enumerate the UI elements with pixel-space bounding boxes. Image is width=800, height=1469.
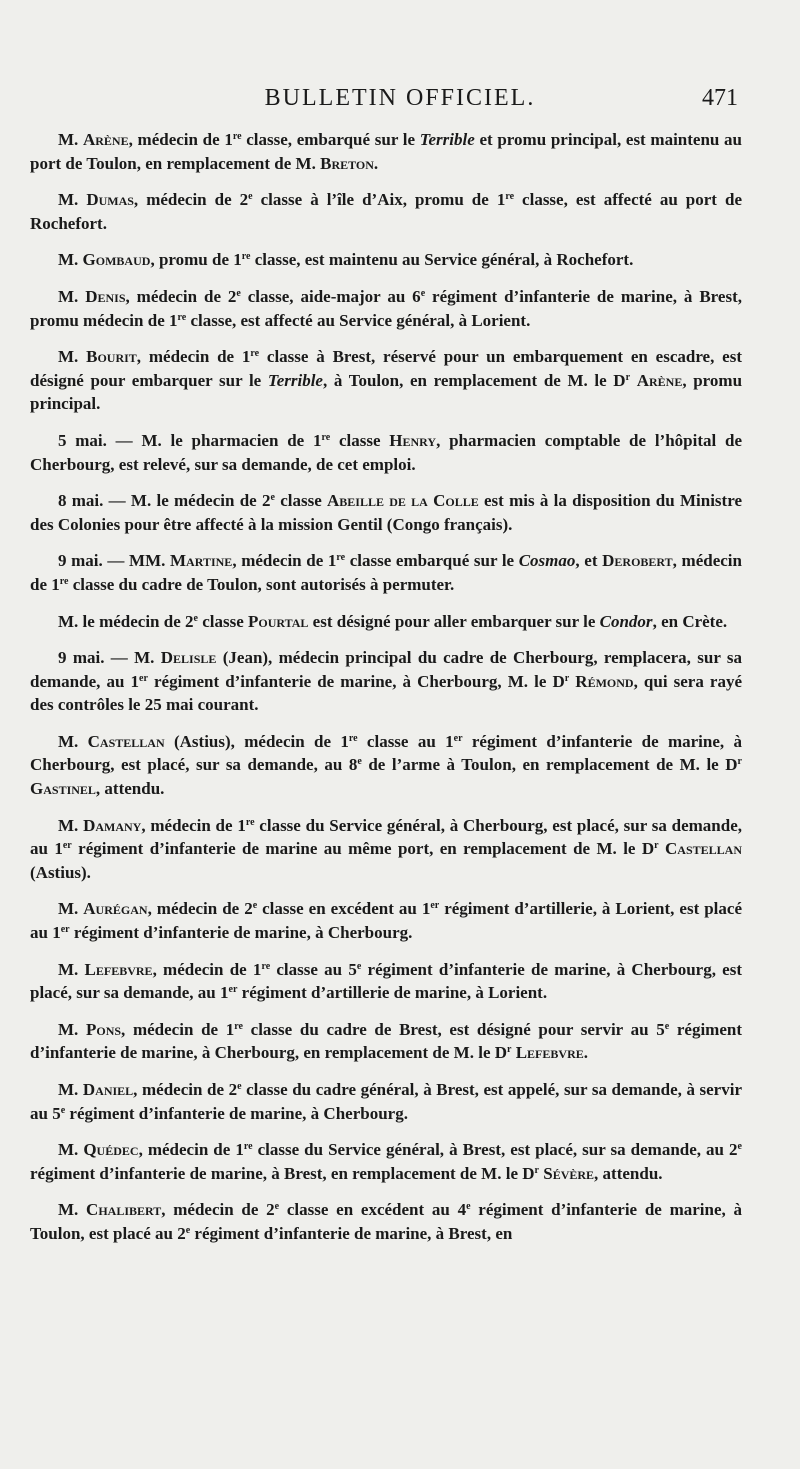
text-run: M. <box>58 1140 84 1160</box>
superscript: e <box>185 1224 191 1236</box>
superscript: e <box>252 900 258 912</box>
text-run: classe, est maintenu au Service général, à Rochefort. <box>250 250 634 270</box>
text-run: , médecin de 1 <box>152 959 262 979</box>
superscript: e <box>737 1141 742 1153</box>
text-run: , médecin de 2 <box>125 286 237 306</box>
text-run: est mis à la disposition du Ministre des Colonies pour être affecté à la mission Gentil (Congo français). <box>30 491 742 534</box>
text-run: (Jean), médecin principal du cadre de Cherbourg, remplacera, sur sa demande, au 1 <box>30 648 742 691</box>
text-run: , médecin de 1 <box>141 815 246 835</box>
paragraph <box>30 730 742 801</box>
text-run: (Astius). <box>30 862 91 882</box>
person-name: Daniel <box>82 1080 134 1099</box>
text-run: est désigné pour aller embarquer sur le <box>308 611 600 631</box>
person-name: Aurégan <box>83 899 148 919</box>
text-run: , promu de 1 <box>150 250 242 270</box>
text-run: régiment d’infanterie de marine, à Cherbourg, est placé, sur sa demande, au 1 <box>30 959 743 1003</box>
text-run: régiment d’infanterie de marine, à Cherbourg, est placé, sur sa demande, au 8 <box>30 731 743 775</box>
text-run: classe du cadre général, à Brest, est appelé, sur sa demande, à servir au 5 <box>30 1080 742 1123</box>
paragraph <box>30 128 742 175</box>
superscript: re <box>177 311 187 323</box>
superscript: e <box>237 1081 242 1092</box>
person-name: Martine <box>170 551 233 571</box>
text-run: , médecin de 2 <box>147 899 253 919</box>
person-name: Sévère <box>543 1163 595 1183</box>
text-run: M. <box>58 347 87 367</box>
paragraph <box>30 1138 742 1185</box>
person-name: Dumas <box>86 190 134 210</box>
text-run: classe embarqué sur le <box>345 551 519 571</box>
paragraph <box>30 1018 742 1065</box>
text-run: classe du Service général, à Brest, est placé, sur sa demande, au 2 <box>252 1140 738 1160</box>
person-name: Lefebvre <box>84 959 153 979</box>
superscript: e <box>274 1201 280 1213</box>
superscript: r <box>564 672 570 684</box>
superscript: e <box>356 960 362 972</box>
text-run: classe du cadre de Toulon, sont autorisés à permuter. <box>68 574 455 594</box>
text-run: M. <box>58 250 83 270</box>
text-run: , en Crète. <box>652 611 728 631</box>
page-header <box>0 85 800 125</box>
text-run: , promu principal. <box>30 370 743 414</box>
text-run: M. <box>58 1200 87 1220</box>
person-name: Chalibert <box>86 1200 162 1220</box>
paragraph <box>30 285 742 332</box>
ship-name: Cosmao <box>518 551 576 571</box>
person-name: Gombaud <box>82 250 151 270</box>
text-run: classe <box>197 611 248 631</box>
page-number: 471 <box>702 85 738 111</box>
text-run: classe, aide-major au 6 <box>240 286 421 306</box>
text-run: , médecin de 2 <box>133 1080 238 1099</box>
superscript: re <box>336 552 346 564</box>
text-run: régiment d’artillerie, à Lorient, est placé au 1 <box>30 899 742 943</box>
paragraph <box>30 549 742 596</box>
text-run: classe du Service général, à Cherbourg, est placé, sur sa demande, au 1 <box>30 815 742 859</box>
superscript: re <box>505 191 515 203</box>
text-run: classe, est affecté au Service général, à Lorient. <box>186 310 531 330</box>
text-run: 9 mai. — MM. <box>58 551 170 571</box>
text-run: , et <box>575 551 603 571</box>
paragraph <box>30 429 742 476</box>
superscript: e <box>664 1020 670 1032</box>
text-run: régiment d’infanterie de marine, à Toulon, est placé au 2 <box>30 1200 742 1243</box>
text-run: classe à l’île d’Aix, promu de 1 <box>252 190 506 210</box>
person-name: Delisle <box>160 648 217 668</box>
text-run: régiment d’infanterie de marine au même port, en remplacement de M. le D <box>71 839 655 859</box>
superscript: e <box>193 612 198 624</box>
text-run: 5 mai. — M. le pharmacien de 1 <box>58 430 322 450</box>
text-run: classe, est affecté au port de Rochefort. <box>30 190 742 233</box>
superscript: r <box>507 1044 512 1056</box>
running-title: BULLETIN OFFICIEL. <box>264 85 536 111</box>
text-run: régiment d’artillerie de marine, à Lorient. <box>237 983 548 1003</box>
text-run: régiment d’infanterie de marine, à Brest, promu médecin de 1 <box>30 286 742 330</box>
paragraph <box>30 958 742 1005</box>
text-run: , médecin de 1 <box>232 551 337 571</box>
superscript: re <box>261 960 271 972</box>
text-run: , médecin de 1 <box>121 1019 235 1039</box>
superscript: re <box>245 816 255 828</box>
text-run: , médecin de 1 <box>128 130 233 149</box>
superscript: r <box>737 756 742 768</box>
superscript: er <box>60 924 70 936</box>
paragraph <box>30 646 742 717</box>
person-name: Damany <box>83 815 142 835</box>
text-run: classe en excédent au 4 <box>279 1200 467 1220</box>
text-run: régiment d’infanterie de marine, à Cherbourg, M. le D <box>147 671 565 691</box>
person-name: Henry <box>389 430 437 450</box>
superscript: e <box>60 1104 66 1116</box>
superscript: re <box>232 131 242 142</box>
text-run: , attendu. <box>95 779 165 799</box>
text-run: M. <box>58 959 85 979</box>
text-run: classe à Brest, réservé pour un embarquement en escadre, est désigné pour embarquer sur le <box>30 347 742 390</box>
superscript: re <box>243 1141 253 1153</box>
person-name: Derobert <box>602 551 673 571</box>
text-run: classe en excédent au 1 <box>257 899 431 919</box>
superscript: re <box>59 575 69 587</box>
text-run: M. <box>58 130 83 149</box>
person-name: Breton <box>320 153 374 173</box>
person-name: Castellan <box>665 839 742 859</box>
paragraph <box>30 610 742 634</box>
text-run: classe <box>274 491 328 511</box>
text-run: M. <box>58 286 86 306</box>
text-run: classe au 1 <box>357 731 454 751</box>
text-run: M. <box>58 899 84 919</box>
text-run <box>630 371 637 390</box>
person-name: Pourtal <box>248 611 309 631</box>
text-run: M. <box>58 731 88 751</box>
paragraph <box>30 489 742 536</box>
superscript: r <box>625 371 631 383</box>
text-run: régiment d’infanterie de marine, à Cherbourg, en remplacement de M. le D <box>30 1019 743 1063</box>
text-run: , médecin de 2 <box>133 190 249 210</box>
superscript: e <box>357 756 362 768</box>
superscript: er <box>228 984 238 996</box>
text-run: , médecin de 1 <box>30 551 742 594</box>
text-run: régiment d’infanterie de marine, à Cherbourg. <box>69 923 413 943</box>
text-run: M. <box>58 1080 83 1099</box>
paragraph <box>30 248 742 272</box>
superscript: e <box>270 492 275 504</box>
superscript: e <box>420 287 426 299</box>
superscript: er <box>62 840 72 852</box>
person-name: Gastinel <box>30 779 96 799</box>
paragraph <box>30 188 742 235</box>
person-name: Rémond <box>575 671 634 691</box>
superscript: re <box>250 348 260 360</box>
text-run: classe au 5 <box>270 959 357 979</box>
person-name: Castellan <box>87 731 165 751</box>
superscript: re <box>321 431 331 443</box>
document-body <box>30 128 742 1259</box>
text-run: de l’arme à Toulon, en remplacement de M. le D <box>361 755 738 775</box>
text-run: , médecin de 1 <box>136 347 251 367</box>
text-run: (Astius), médecin de 1 <box>164 731 349 751</box>
person-name: Pons <box>85 1019 122 1039</box>
text-run: , médecin de 1 <box>138 1140 244 1160</box>
text-run: 9 mai. — M. <box>58 648 161 668</box>
text-run: classe, embarqué sur le <box>241 130 420 149</box>
text-run: régiment d’infanterie de marine, à Brest, en remplacement de M. le D <box>30 1163 535 1183</box>
person-name: Abeille de la Colle <box>327 491 479 511</box>
text-run: régiment d’infanterie de marine, à Brest, en <box>190 1223 513 1243</box>
superscript: er <box>430 900 440 912</box>
paragraph <box>30 1078 742 1125</box>
person-name: Arène <box>636 370 683 390</box>
text-run: classe du cadre de Brest, est désigné pour servir au 5 <box>242 1019 665 1039</box>
text-run: , attendu. <box>594 1163 663 1183</box>
text-run: M. <box>58 190 87 210</box>
superscript: r <box>534 1164 539 1176</box>
text-run: . <box>373 153 379 173</box>
superscript: e <box>248 191 253 203</box>
person-name: Denis <box>85 286 126 306</box>
ship-name: Terrible <box>419 130 475 149</box>
superscript: re <box>234 1020 243 1032</box>
superscript: re <box>348 732 358 744</box>
ship-name: Condor <box>599 611 653 631</box>
text-run: classe <box>330 430 390 450</box>
superscript: re <box>241 251 251 263</box>
text-run: . <box>583 1043 588 1063</box>
paragraph <box>30 1198 742 1245</box>
text-run: et promu principal, est maintenu au port de Toulon, en remplacement de M. <box>30 130 742 173</box>
text-run: M. <box>58 1019 86 1039</box>
paragraph <box>30 897 742 944</box>
text-run: , à Toulon, en remplacement de M. le D <box>322 370 626 390</box>
text-run: , médecin de 2 <box>161 1200 275 1220</box>
person-name: Lefebvre <box>515 1043 584 1063</box>
superscript: r <box>654 840 659 852</box>
person-name: Quédec <box>83 1140 139 1160</box>
superscript: er <box>453 732 463 744</box>
text-run: , qui sera rayé des contrôles le 25 mai courant. <box>30 671 743 715</box>
text-run: 8 mai. — M. le médecin de 2 <box>58 491 271 511</box>
superscript: e <box>236 287 241 299</box>
ship-name: Terrible <box>267 370 323 390</box>
text-run: M. <box>58 815 84 835</box>
person-name: Arène <box>82 130 129 149</box>
person-name: Bourit <box>86 347 137 367</box>
superscript: er <box>139 672 148 684</box>
paragraph <box>30 345 742 416</box>
text-run: , pharmacien comptable de l’hôpital de Cherbourg, est relevé, sur sa demande, de cet emploi. <box>30 430 742 474</box>
text-run: M. le médecin de 2 <box>58 611 194 631</box>
text-run: régiment d’infanterie de marine, à Cherbourg. <box>65 1103 408 1123</box>
superscript: e <box>466 1201 471 1213</box>
paragraph <box>30 814 742 885</box>
